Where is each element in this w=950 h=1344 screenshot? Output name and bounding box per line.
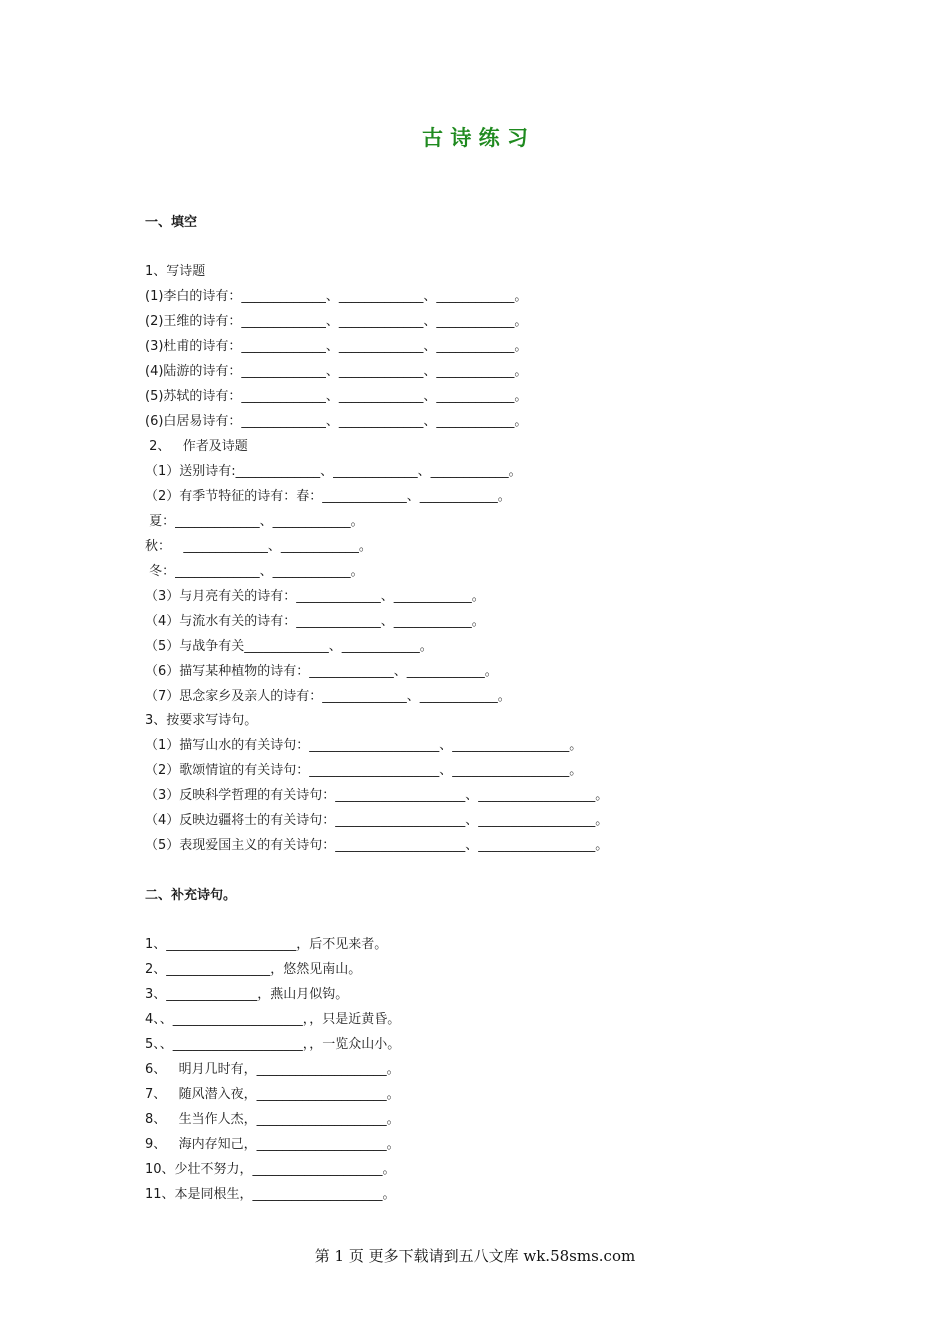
question-line: (1)李白的诗有：_____________、_____________、____________。	[145, 289, 528, 304]
question-line: （3）与月亮有关的诗有：_____________、____________。	[145, 589, 485, 604]
verse-line: 9、 海内存知己，____________________。	[145, 1137, 400, 1152]
question-line: （4）与流水有关的诗有：_____________、____________。	[145, 614, 485, 629]
question-line: （4）反映边疆将士的有关诗句：____________________、__________________。	[145, 813, 609, 828]
verse-line: 11、本是同根生，____________________。	[145, 1187, 396, 1202]
question-line: （1）描写山水的有关诗句：____________________、__________________。	[145, 738, 583, 753]
page-footer: 第 1 页 更多下载请到五八文库 wk.58sms.com	[314, 1247, 636, 1265]
question-line: (2)王维的诗有：_____________、_____________、____________。	[145, 314, 528, 329]
verse-line: 2、________________，悠然见南山。	[145, 962, 362, 977]
question-line: （3）反映科学哲理的有关诗句：____________________、__________________。	[145, 788, 609, 803]
section-heading-fill-blank: 一、填空	[145, 215, 198, 230]
question-line: (5)苏轼的诗有：_____________、_____________、____________。	[145, 389, 528, 404]
verse-line: 4、、____________________，，只是近黄昏。	[145, 1012, 401, 1027]
question-line: （7）思念家乡及亲人的诗有：_____________、____________。	[145, 689, 511, 704]
question-heading: 1、写诗题	[145, 264, 206, 279]
verse-line: 8、 生当作人杰，____________________。	[145, 1112, 400, 1127]
question-line: (6)白居易诗有：_____________、_____________、____________。	[145, 414, 528, 429]
question-line: （5）与战争有关_____________、____________。	[145, 639, 433, 654]
question-line: (3)杜甫的诗有：_____________、_____________、____________。	[145, 339, 528, 354]
question-line: （6）描写某种植物的诗有：_____________、____________。	[145, 664, 498, 679]
question-line: （2）有季节特征的诗有：春：_____________、____________。	[145, 489, 511, 504]
verse-line: 7、 随风潜入夜，____________________。	[145, 1087, 400, 1102]
question-line: 冬：_____________、____________。	[145, 564, 364, 579]
verse-line: 1、____________________，后不见来者。	[145, 937, 388, 952]
page-title: 古 诗 练 习	[422, 126, 528, 150]
question-line: （2）歌颂情谊的有关诗句：____________________、__________________。	[145, 763, 583, 778]
verse-line: 3、______________，燕山月似钩。	[145, 987, 349, 1002]
question-line: 秋： _____________、____________。	[145, 539, 372, 554]
verse-line: 5、、____________________，，一览众山小。	[145, 1037, 401, 1052]
section-heading-complete-verses: 二、补充诗句。	[145, 888, 237, 903]
question-line: (4)陆游的诗有：_____________、_____________、____________。	[145, 364, 528, 379]
question-heading: 2、 作者及诗题	[145, 439, 248, 454]
question-line: 夏：_____________、____________。	[145, 514, 364, 529]
question-line: （1）送别诗有:_____________、_____________、____________。	[145, 464, 522, 479]
verse-line: 6、 明月几时有，____________________。	[145, 1062, 400, 1077]
question-heading: 3、按要求写诗句。	[145, 713, 258, 728]
verse-line: 10、少壮不努力，____________________。	[145, 1162, 396, 1177]
question-line: （5）表现爱国主义的有关诗句：____________________、__________________。	[145, 838, 609, 853]
